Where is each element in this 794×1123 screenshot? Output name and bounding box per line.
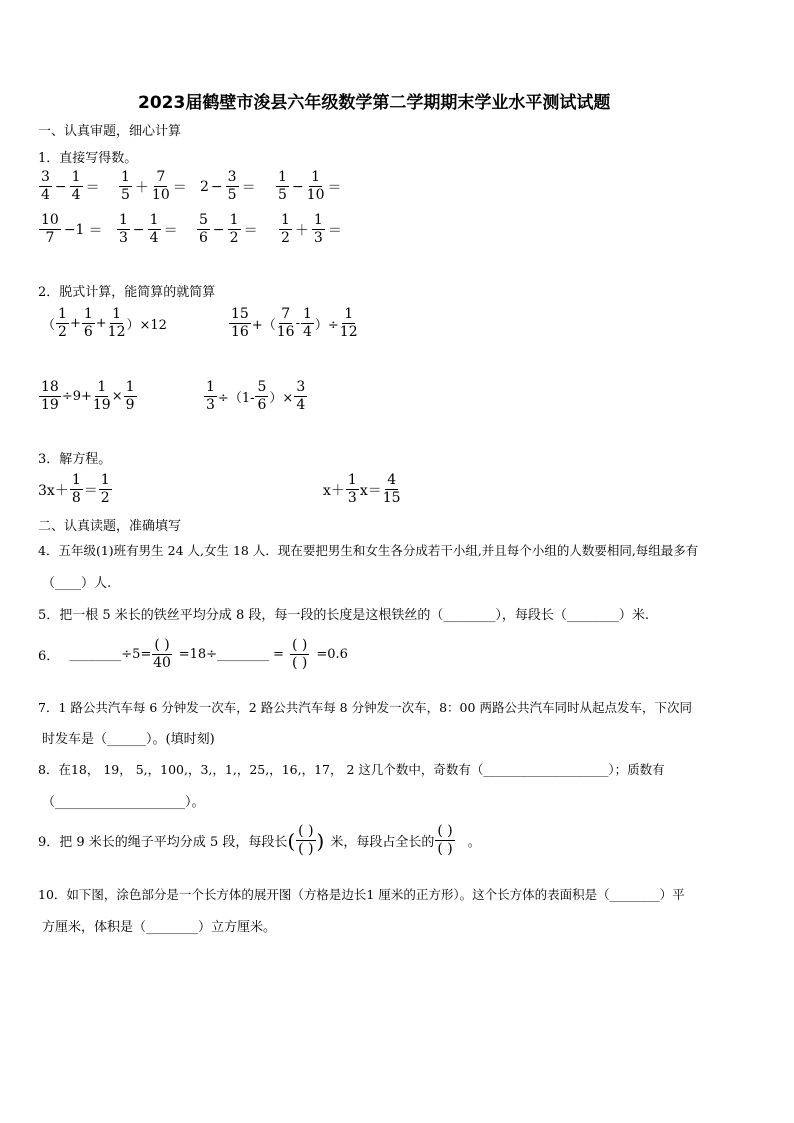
fraction: $\frac{1}{10}$	[306, 169, 325, 203]
question-8-line-1: 8．在18， 19， 5,，100,，3,，1,，25,，16,，17， 2 这几个数中，奇数有（____________________）；质数有	[38, 762, 665, 777]
fraction: 1 5	[121, 169, 130, 203]
fraction: 7 10	[151, 169, 170, 203]
q1-item-1: 3 4 − $\frac{1}{4}$ ＝	[41, 169, 100, 203]
fraction: $\frac{1}{4}$	[71, 169, 81, 203]
q1-item-8: 1 2 ＋ 1 3 ＝	[281, 212, 342, 246]
fraction: 5 6	[199, 212, 208, 246]
section-two-heading: 二、认真读题，准确填写	[38, 519, 182, 534]
q1-item-5: 10 7 −1 ＝	[41, 212, 103, 246]
q1-item-7: 5 6 − $\frac{1}{2}$ ＝	[199, 212, 258, 246]
q2-expression-3: $\frac{18}{19}$ ÷9+ $\frac{1}{19}$ × $\frac{1}{9}$	[41, 379, 135, 413]
question-3-label: 3．解方程。	[38, 452, 112, 467]
fraction: $\frac{1}{2}$	[229, 212, 239, 246]
question-4-line-2: （____）人.	[42, 576, 112, 591]
page-title: 2023届鹤壁市浚县六年级数学第二学期期末学业水平测试试题	[138, 93, 611, 113]
fraction: $\frac{1}{4}$	[149, 212, 159, 246]
question-7-line-1: 7．1 路公共汽车每 6 分钟发一次车，2 路公共汽车每 8 分钟发一次车，8：00 两路公共汽车同时从起点发车，下次同	[38, 700, 692, 715]
q1-item-2: 1 5 ＋ 7 10 ＝	[121, 169, 187, 203]
fraction: $\frac{3}{5}$	[227, 169, 237, 203]
question-4-line-1: 4．五年级(1)班有男生 24 人,女生 18 人．现在要把男生和女生各分成若干小组,并且每个小组的人数要相同,每组最多有	[38, 543, 699, 558]
question-10-line-1: 10．如下图，涂色部分是一个长方体的展开图（方格是边长1 厘米的正方形）。这个长方体的表面积是（________）平	[38, 887, 685, 902]
fraction: 1 3	[119, 212, 128, 246]
q1-item-4: 1 5 − $\frac{1}{10}$ ＝	[278, 169, 342, 203]
q2-expression-4: $\frac{1}{3}$ ÷（1- 5 6 ）× $\frac{3}{4}$	[206, 379, 306, 413]
question-7-line-2: 时发车是（______）。(填时刻)	[42, 732, 215, 747]
question-8-line-2: （____________________）。	[42, 795, 205, 810]
fraction: 3 4	[41, 169, 50, 203]
question-5: 5．把一根 5 米长的铁丝平均分成 8 段，每一段的长度是这根铁丝的（________），每段长（________）米.	[38, 608, 649, 623]
question-10-line-2: 方厘米，体积是（________）立方厘米。	[42, 920, 277, 935]
fraction: 1 5	[278, 169, 287, 203]
fraction: 1 2	[281, 212, 290, 246]
fraction: 10 7	[41, 212, 59, 246]
q3-equation-2: x＋ 1 3 x＝ 4 15	[323, 472, 401, 506]
q1-item-6: 1 3 − $\frac{1}{4}$ ＝	[119, 212, 178, 246]
question-2-label: 2．脱式计算，能简算的就简算	[38, 285, 216, 300]
q2-expression-1: （ 1 2 + $\frac{1}{6}$ + $\frac{1}{12}$ ）×12	[42, 306, 167, 340]
question-6: 6． ________ ÷5= ( ) 40 =18÷ ________ = ( ) ( ) =0.6	[38, 637, 348, 671]
q1-item-3: 2 − $\frac{3}{5}$ ＝	[200, 169, 256, 203]
fraction: 1 3	[313, 212, 323, 246]
section-one-heading: 一、认真审题，细心计算	[38, 124, 182, 139]
q2-expression-2: 15 16 +（ 7 16 - 1 4 ）÷ $\frac{1}{12}$	[231, 306, 358, 340]
question-9: 9．把 9 米长的绳子平均分成 5 段，每段长 ( ( ) ( ) ) 米，每段占全长的 ( ) ( ) 。	[38, 823, 481, 857]
q3-equation-1: 3x＋ 1 8 ＝ 1 2	[38, 472, 110, 506]
question-1-label: 1．直接写得数。	[38, 151, 138, 166]
